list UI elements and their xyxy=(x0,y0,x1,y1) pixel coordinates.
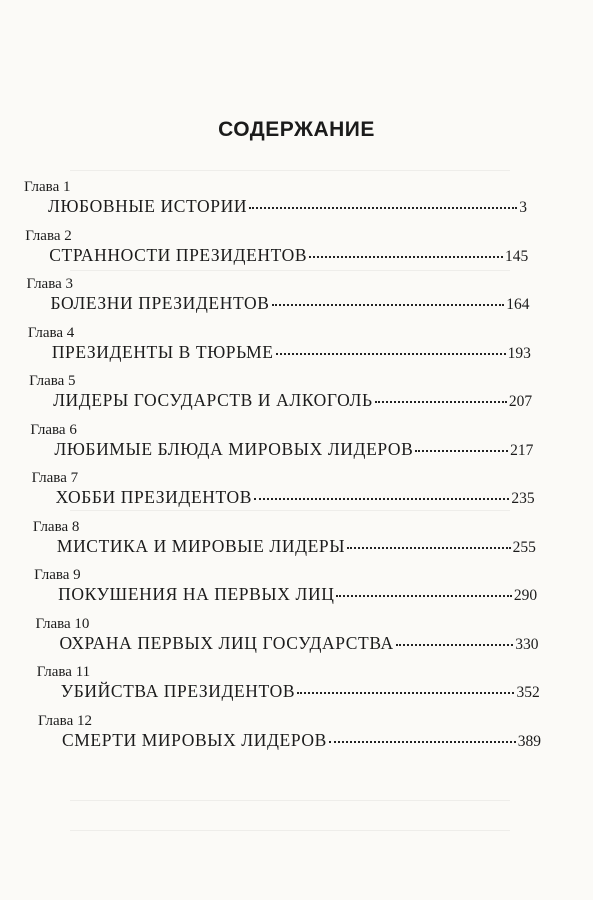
dot-leader xyxy=(329,741,516,743)
chapter-title: ЛИДЕРЫ ГОСУДАРСТВ И АЛКОГОЛЬ xyxy=(53,390,373,410)
toc-entry xyxy=(33,519,536,567)
toc-line xyxy=(62,730,541,751)
toc-entry xyxy=(37,664,540,712)
chapter-label: Глава 4 xyxy=(27,324,75,341)
page-number: 145 xyxy=(505,247,529,265)
toc-line xyxy=(51,293,530,314)
show-through-line xyxy=(70,800,510,801)
toc-entry xyxy=(27,276,530,324)
chapter-label: Глава 6 xyxy=(30,421,77,438)
chapter-label: Глава 5 xyxy=(29,373,76,389)
dot-leader xyxy=(336,595,511,597)
dot-leader xyxy=(249,207,517,209)
chapter-label: Глава 8 xyxy=(32,518,80,535)
page-number: 164 xyxy=(506,296,530,313)
chapter-label: Глава 10 xyxy=(35,615,90,632)
chapter-title: СМЕРТИ МИРОВЫХ ЛИДЕРОВ xyxy=(62,729,327,750)
page-number: 235 xyxy=(511,490,535,507)
toc-line xyxy=(56,487,535,508)
dot-leader xyxy=(309,256,503,258)
chapter-label: Глава 3 xyxy=(26,276,74,292)
toc-entry xyxy=(30,422,533,470)
page-number: 3 xyxy=(519,199,527,216)
toc-entry xyxy=(29,373,532,421)
toc-entry xyxy=(35,616,538,664)
dot-leader xyxy=(347,547,511,549)
chapter-title: ОХРАНА ПЕРВЫХ ЛИЦ ГОСУДАРСТВА xyxy=(59,632,394,653)
toc-entry xyxy=(38,713,541,761)
chapter-title: МИСТИКА И МИРОВЫЕ ЛИДЕРЫ xyxy=(56,535,346,556)
chapter-label: Глава 7 xyxy=(31,470,79,486)
page-number: 290 xyxy=(513,587,538,604)
show-through-line xyxy=(70,830,510,831)
dot-leader xyxy=(375,401,507,403)
toc-line xyxy=(49,245,528,266)
toc-entry xyxy=(32,470,535,518)
chapter-title: БОЛЕЗНИ ПРЕЗИДЕНТОВ xyxy=(50,293,270,313)
page-number: 389 xyxy=(517,732,541,750)
chapter-title: ХОББИ ПРЕЗИДЕНТОВ xyxy=(55,487,253,507)
chapter-title: ЛЮБОВНЫЕ ИСТОРИИ xyxy=(48,196,248,216)
page-number: 255 xyxy=(512,538,536,556)
dot-leader xyxy=(415,450,508,452)
toc-line xyxy=(57,536,536,557)
dot-leader xyxy=(254,498,509,500)
toc-line xyxy=(61,681,540,702)
chapter-label: Глава 1 xyxy=(24,179,71,195)
chapter-label: Глава 2 xyxy=(25,227,72,244)
toc-line xyxy=(52,342,531,363)
page-number: 330 xyxy=(515,635,539,653)
dot-leader xyxy=(276,353,506,355)
page-number: 217 xyxy=(510,441,534,459)
page-title: СОДЕРЖАНИЕ xyxy=(218,118,375,141)
toc-line xyxy=(59,633,538,654)
chapter-title: СТРАННОСТИ ПРЕЗИДЕНТОВ xyxy=(49,244,308,265)
chapter-title: ПОКУШЕНИЯ НА ПЕРВЫХ ЛИЦ xyxy=(58,584,335,604)
chapter-title: УБИЙСТВА ПРЕЗИДЕНТОВ xyxy=(60,681,296,701)
toc-line xyxy=(58,584,537,605)
toc-entry xyxy=(25,228,528,276)
toc-line xyxy=(53,390,532,411)
page-number: 193 xyxy=(507,344,531,362)
toc-entry xyxy=(24,179,527,227)
dot-leader xyxy=(272,304,505,306)
chapter-title: ЛЮБИМЫЕ БЛЮДА МИРОВЫХ ЛИДЕРОВ xyxy=(54,438,414,459)
page-number: 207 xyxy=(508,393,533,410)
toc-entry xyxy=(34,567,537,615)
show-through-line xyxy=(70,170,510,171)
toc-line xyxy=(48,196,527,217)
toc-entry xyxy=(28,325,531,373)
chapter-label: Глава 12 xyxy=(38,712,92,729)
chapter-label: Глава 9 xyxy=(34,567,81,583)
toc-line xyxy=(54,439,533,460)
page-number: 352 xyxy=(516,684,540,701)
dot-leader xyxy=(396,644,513,646)
chapter-title: ПРЕЗИДЕНТЫ В ТЮРЬМЕ xyxy=(51,341,274,362)
dot-leader xyxy=(297,692,514,694)
chapter-label: Глава 11 xyxy=(36,664,91,680)
